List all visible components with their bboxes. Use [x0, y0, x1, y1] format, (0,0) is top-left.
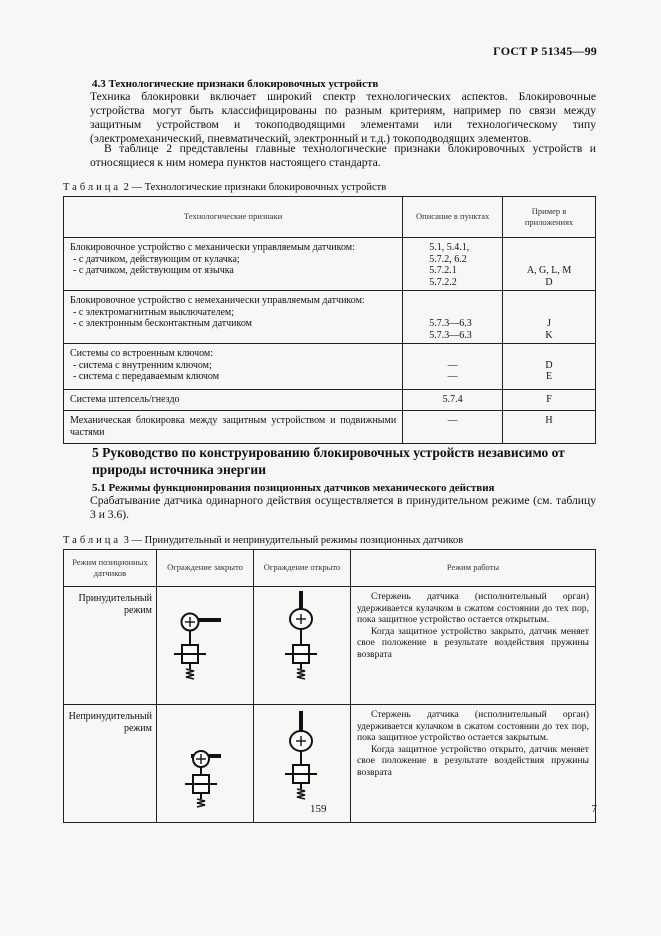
para-1-text: Техника блокировки включает широкий спектр технологических аспектов. Блокировочные устройства могут быть классифицированы по разным критериям, например по связи между защитным устройством и токоподводящими элементами или технологическому типу (электромеханический, пневматический, электронный и т.д.) токоподводящих элементов. — [90, 90, 596, 145]
table-3-open-diagram-cell — [253, 587, 350, 705]
table-2-example-cell: H — [503, 411, 596, 444]
sensor-closed-nonforced-diagram — [161, 707, 249, 819]
sensor-open-forced-diagram — [258, 589, 346, 701]
section-5-title: 5 Руководство по конструированию блокировочных устройств независимо от природы источника энергии — [92, 445, 565, 477]
example-line: J — [547, 318, 551, 329]
feature-line: Системы со встроенным ключом: — [70, 348, 214, 359]
table-3-row — [64, 587, 596, 705]
clause-line: 5.1, 5.4.1, — [429, 242, 470, 253]
table-2-feature-cell — [64, 344, 403, 390]
table-3-header-cell: Ограждение закрыто — [156, 550, 253, 587]
clause-line: 5.7.2.2 — [429, 276, 457, 288]
table-2-row — [64, 411, 596, 444]
table-2-clause-cell: — — [403, 411, 503, 444]
example-line: K — [545, 329, 553, 341]
feature-line: - с датчиком, действующим от кулачка; — [73, 253, 240, 265]
table-3-header-cell: Режим работы — [350, 550, 595, 587]
feature-line: - система с передаваемым ключом — [73, 371, 220, 382]
clause-line: 5.7.3—6.3 — [429, 318, 472, 329]
sensor-closed-forced-diagram — [161, 589, 249, 701]
feature-line: - с датчиком, действующим от язычка — [73, 265, 234, 276]
table-3-caption — [63, 535, 463, 546]
table-2-clause-cell — [403, 291, 503, 344]
document-header: ГОСТ Р 51345—99 — [493, 44, 597, 58]
page-number: 159 — [310, 803, 327, 815]
example-line: A, G, L, M — [526, 265, 572, 276]
description-text: Когда защитное устройство открыто, датчик меняет свое положение в результате воздействия пружины возврата — [356, 743, 589, 778]
description-text: Когда защитное устройство закрыто, датчик меняет свое положение в результате воздействия пружины возврата — [356, 625, 589, 660]
para-2-text: В таблице 2 представлены главные технологические признаки блокировочных устройств и относящиеся к ним номера пунктов настоящего стандарта. — [90, 142, 596, 169]
feature-line: Блокировочное устройство с немеханически управляемым датчиком: — [70, 295, 365, 306]
feature-line: - система с внутренним ключом; — [73, 359, 212, 371]
clause-line: 5.7.2.1 — [429, 265, 457, 276]
table-2-row — [64, 291, 596, 344]
table-3-header-cell: Ограждение открыто — [253, 550, 350, 587]
table-2-header-cell: Пример в приложениях — [503, 197, 596, 238]
description-text: Стержень датчика (исполнительный орган) удерживается кулачком в сжатом состоянии до тех пор, пока защитное устройство остается закрытым. — [356, 709, 589, 743]
table-2-example-cell — [503, 291, 596, 344]
table-2-header-cell: Описание в пунктах — [403, 197, 503, 238]
table-3-header-row — [64, 550, 596, 587]
table-2-feature-cell — [64, 238, 403, 291]
table-2 — [63, 196, 596, 444]
table-3-closed-diagram-cell — [156, 587, 253, 705]
table-2-row — [64, 389, 596, 411]
sheet-number: 7 — [591, 803, 597, 815]
table-2-clause-cell — [403, 238, 503, 291]
table-3-mode-cell: Принудительный режим — [64, 587, 157, 705]
table-2-example-cell — [503, 238, 596, 291]
table-3-closed-diagram-cell — [156, 705, 253, 823]
table-2-feature-cell: Механическая блокировка между защитным устройством и подвижными частями — [64, 411, 403, 444]
example-line: D — [545, 359, 553, 371]
feature-line: - с электронным бесконтактным датчиком — [73, 318, 252, 329]
table-2-clause-cell — [403, 344, 503, 390]
sensor-open-nonforced-diagram — [258, 707, 346, 819]
table-2-row — [64, 238, 596, 291]
clause-line: — — [447, 359, 458, 371]
table-3-open-diagram-cell — [253, 705, 350, 823]
table-2-header-cell: Технологические признаки — [64, 197, 403, 238]
table-3-description-cell — [350, 705, 595, 823]
section-5-1-para: Срабатывание датчика одинарного действия осуществляется в принудительном режиме (см. таблицу 3 и 3.6). — [90, 494, 596, 521]
table-2-example-cell — [503, 344, 596, 390]
table-3 — [63, 549, 596, 823]
table-2-caption-prefix: Таблица — [63, 182, 122, 193]
example-line: E — [545, 371, 553, 382]
clause-line: 5.7.2, 6.2 — [429, 253, 467, 265]
feature-line: Блокировочное устройство с механически управляемым датчиком: — [70, 242, 355, 253]
section-4-3-para-1 — [90, 90, 596, 146]
table-3-mode-cell: Непринудительный режим — [64, 705, 157, 823]
description-text: Стержень датчика (исполнительный орган) удерживается кулачком в сжатом состоянии до тех пор, пока защитное устройство остается открытым. — [356, 591, 589, 625]
clause-line: — — [447, 371, 458, 382]
table-2-example-cell: F — [503, 389, 596, 411]
example-line: D — [545, 276, 553, 288]
table-3-description-cell — [350, 587, 595, 705]
table-2-feature-cell: Система штепсель/гнездо — [64, 389, 403, 411]
section-4-3-title: 4.3 Технологические признаки блокировочных устройств — [92, 78, 379, 90]
table-3-row — [64, 705, 596, 823]
table-2-clause-cell: 5.7.4 — [403, 389, 503, 411]
table-2-header-row — [64, 197, 596, 238]
table-2-row — [64, 344, 596, 390]
table-2-feature-cell — [64, 291, 403, 344]
section-4-3-para-2 — [90, 142, 596, 170]
table-3-caption-text: 3 — Принудительный и непринудительный режимы позиционных датчиков — [123, 535, 464, 546]
clause-line: 5.7.3—6.3 — [429, 329, 472, 341]
table-2-caption — [63, 182, 386, 193]
table-2-caption-text: 2 — Технологические признаки блокировочных устройств — [123, 182, 387, 193]
table-3-caption-prefix: Таблица — [63, 535, 122, 546]
feature-line: - с электромагнитным выключателем; — [73, 306, 235, 318]
section-5-1-title: 5.1 Режимы функционирования позиционных датчиков механического действия — [92, 482, 495, 494]
table-3-header-cell: Режим позиционных датчиков — [64, 550, 157, 587]
